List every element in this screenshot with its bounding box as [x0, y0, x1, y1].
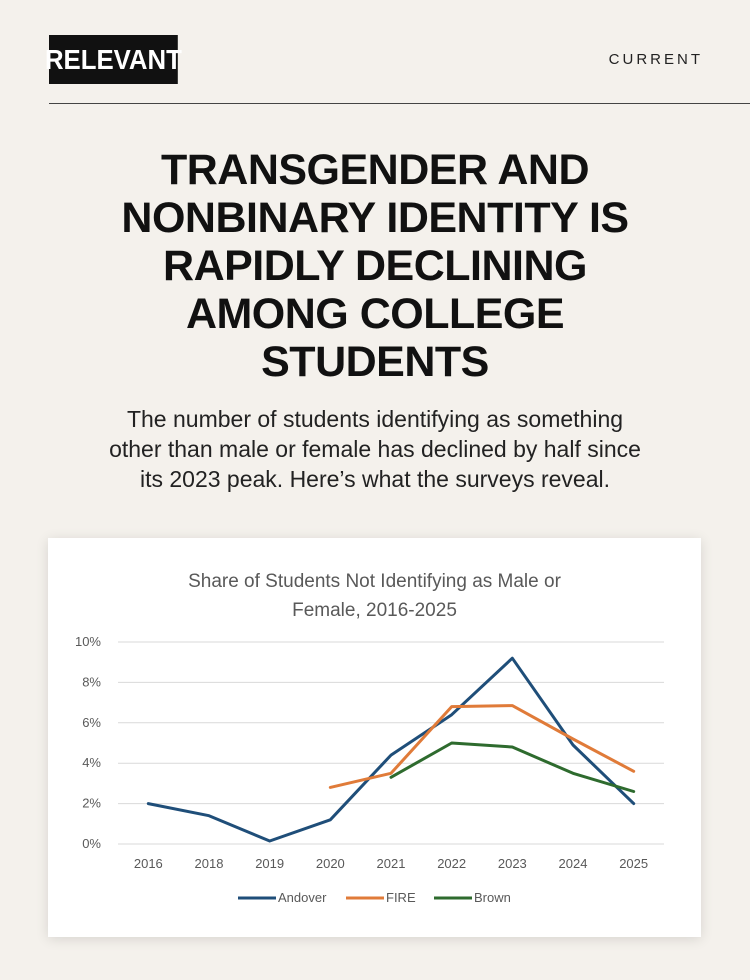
x-tick-label: 2022 — [437, 856, 467, 871]
data-point-fire — [390, 772, 393, 775]
headline-line: TRANSGENDER AND — [160, 146, 590, 194]
data-point-brown — [632, 790, 635, 793]
line-chart — [48, 538, 701, 937]
header-divider — [49, 103, 750, 104]
data-point-brown — [572, 772, 575, 775]
data-point-andover — [208, 814, 211, 817]
headline-line: STUDENTS — [261, 338, 489, 386]
subhead-line: other than male or female has declined by half since — [109, 436, 641, 462]
x-tick-label: 2016 — [133, 856, 163, 871]
subhead-line: its 2023 peak. Here’s what the surveys reveal. — [139, 466, 611, 492]
data-point-andover — [147, 802, 150, 805]
data-point-fire — [511, 704, 514, 707]
y-tick-label: 0% — [82, 836, 101, 851]
data-point-brown — [390, 776, 393, 779]
data-point-andover — [390, 754, 393, 757]
data-point-andover — [632, 802, 635, 805]
y-tick-label: 6% — [82, 714, 101, 730]
x-tick-label: 2019 — [255, 856, 285, 871]
legend-label-brown: Brown — [474, 890, 511, 905]
data-point-andover — [329, 818, 332, 821]
data-point-andover — [572, 744, 575, 747]
chart-card — [48, 538, 701, 937]
y-tick-label: 10% — [74, 634, 101, 649]
x-tick-label: 2024 — [558, 856, 588, 871]
headline-line: NONBINARY IDENTITY IS — [121, 194, 629, 242]
x-tick-label: 2025 — [619, 856, 649, 871]
series-line-andover — [148, 658, 633, 841]
y-tick-label: 2% — [82, 795, 101, 811]
data-point-fire — [572, 737, 575, 740]
x-tick-label: 2023 — [497, 856, 527, 871]
x-tick-label: 2020 — [315, 856, 345, 871]
data-point-andover — [450, 713, 453, 716]
data-point-andover — [511, 657, 514, 660]
data-point-brown — [450, 742, 453, 745]
subhead-line: The number of students identifying as something — [126, 406, 624, 432]
headline-line: AMONG COLLEGE — [185, 290, 565, 338]
y-tick-label: 8% — [82, 674, 101, 690]
nav-current-link[interactable]: CURRENT — [608, 51, 703, 68]
relevant-logo[interactable]: RELEVANT — [49, 35, 178, 84]
legend-label-andover: Andover — [278, 890, 327, 905]
x-tick-label: 2021 — [376, 856, 406, 871]
data-point-brown — [511, 746, 514, 749]
chart-title-line: Share of Students Not Identifying as Male or — [188, 571, 561, 592]
data-point-fire — [329, 786, 332, 789]
chart-title-line: Female, 2016-2025 — [292, 600, 457, 621]
legend-label-fire: FIRE — [386, 890, 416, 905]
article-subhead — [40, 404, 710, 494]
article-headline — [40, 146, 710, 386]
data-point-andover — [268, 839, 271, 842]
y-tick-label: 4% — [82, 755, 101, 771]
data-point-fire — [450, 705, 453, 708]
data-point-fire — [632, 770, 635, 773]
headline-line: RAPIDLY DECLINING — [163, 242, 587, 290]
x-tick-label: 2018 — [194, 856, 224, 871]
